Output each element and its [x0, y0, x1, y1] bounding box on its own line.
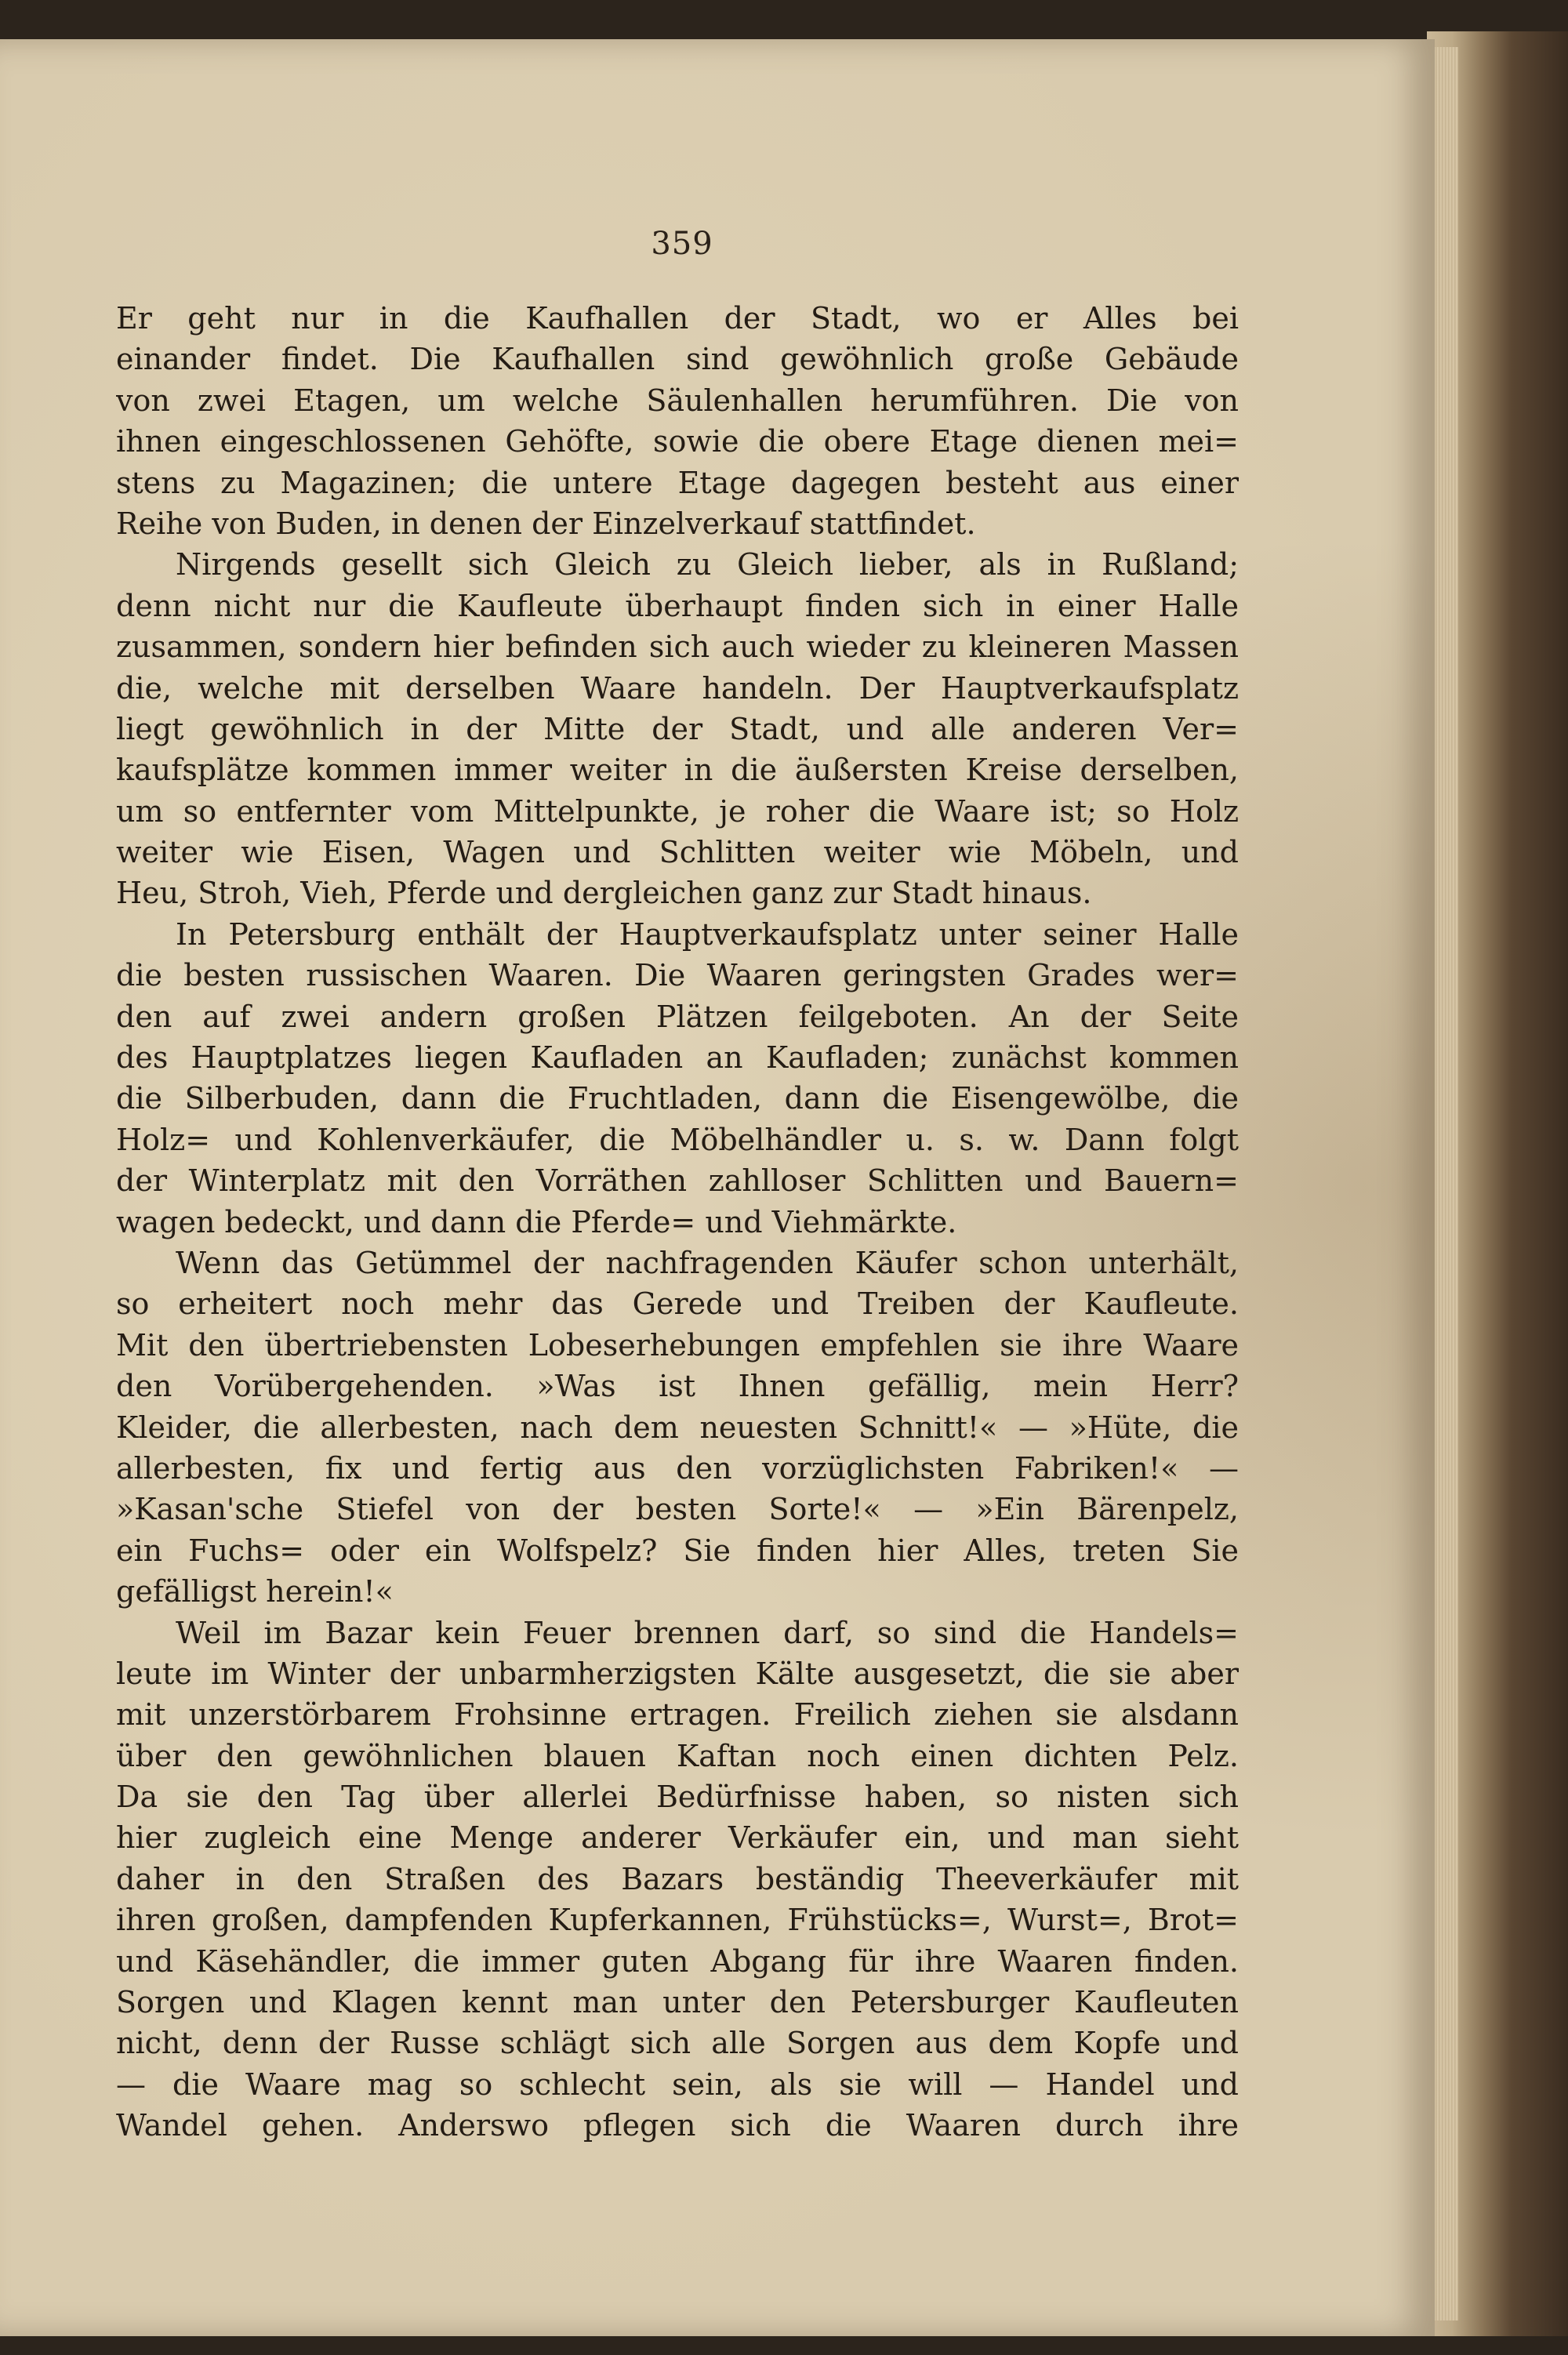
text-line: kaufsplätze kommen immer weiter in die äußersten Kreise derselben,	[116, 753, 1239, 788]
text-line: Nirgends gesellt sich Gleich zu Gleich lieber, als in Rußland;	[176, 547, 1239, 582]
text-line: leute im Winter der unbarmherzigsten Kälte ausgesetzt, die sie aber	[116, 1656, 1239, 1691]
text-line: Reihe von Buden, in denen der Einzelverkauf stattfindet.	[116, 506, 976, 541]
text-line: Heu, Stroh, Vieh, Pferde und dergleichen ganz zur Stadt hinaus.	[116, 876, 1092, 911]
text-line: ihren großen, dampfenden Kupferkannen, Frühstücks=, Wurst=, Brot=	[116, 1903, 1239, 1938]
text-line: denn nicht nur die Kaufleute überhaupt finden sich in einer Halle	[116, 588, 1239, 623]
text-line: die Silberbuden, dann die Fruchtladen, dann die Eisengewölbe, die	[116, 1081, 1239, 1116]
text-line: wagen bedeckt, und dann die Pferde= und Viehmärkte.	[116, 1204, 957, 1239]
text-line: Mit den übertriebensten Lobeserhebungen empfehlen sie ihre Waare	[116, 1327, 1239, 1363]
text-line: »Kasan'sche Stiefel von der besten Sorte!« — »Ein Bärenpelz,	[116, 1492, 1239, 1527]
text-line: Da sie den Tag über allerlei Bedürfnisse haben, so nisten sich	[116, 1780, 1239, 1815]
text-line: Er geht nur in die Kaufhallen der Stadt, wo er Alles bei	[116, 301, 1239, 336]
text-line: Sorgen und Klagen kennt man unter den Petersburger Kaufleuten	[116, 1985, 1239, 2020]
text-line: über den gewöhnlichen blauen Kaftan noch einen dichten Pelz.	[116, 1738, 1239, 1773]
text-line: allerbesten, fix und fertig aus den vorzüglichsten Fabriken!« —	[116, 1450, 1239, 1486]
text-line: die besten russischen Waaren. Die Waaren geringsten Grades wer=	[116, 958, 1239, 993]
text-line: und Käsehändler, die immer guten Abgang für ihre Waaren finden.	[116, 1943, 1239, 1979]
text-line: liegt gewöhnlich in der Mitte der Stadt, und alle anderen Ver=	[116, 711, 1239, 746]
text-line: der Winterplatz mit den Vorräthen zahlloser Schlitten und Bauern=	[116, 1163, 1239, 1199]
page-stack-edge	[1435, 47, 1458, 2321]
text-line: In Petersburg enthält der Hauptverkaufsplatz unter seiner Halle	[176, 916, 1239, 952]
text-line: — die Waare mag so schlecht sein, als sie will — Handel und	[116, 2067, 1239, 2102]
text-line: des Hauptplatzes liegen Kaufladen an Kaufladen; zunächst kommen	[116, 1040, 1239, 1076]
text-line: weiter wie Eisen, Wagen und Schlitten weiter wie Möbeln, und	[116, 835, 1239, 870]
text-line: um so entfernter vom Mittelpunkte, je roher die Waare ist; so Holz	[116, 793, 1239, 829]
text-line: Wandel gehen. Anderswo pflegen sich die Waaren durch ihre	[116, 2108, 1239, 2143]
text-line: stens zu Magazinen; die untere Etage dagegen besteht aus einer	[116, 465, 1239, 500]
body-text	[116, 298, 1239, 2146]
text-line: mit unzerstörbarem Frohsinne ertragen. Freilich ziehen sie alsdann	[116, 1697, 1239, 1733]
text-line: ein Fuchs= oder ein Wolfspelz? Sie finden hier Alles, treten Sie	[116, 1533, 1239, 1568]
text-line: so erheitert noch mehr das Gerede und Treiben der Kaufleute.	[116, 1286, 1239, 1322]
text-line: hier zugleich eine Menge anderer Verkäufer ein, und man sieht	[116, 1820, 1239, 1856]
text-line: Holz= und Kohlenverkäufer, die Möbelhändler u. s. w. Dann folgt	[116, 1122, 1239, 1157]
text-line: ihnen eingeschlossenen Gehöfte, sowie die obere Etage dienen mei=	[116, 424, 1239, 459]
text-line: gefälligst herein!«	[116, 1574, 394, 1609]
text-line: nicht, denn der Russe schlägt sich alle Sorgen aus dem Kopfe und	[116, 2026, 1239, 2061]
page-number: 359	[651, 226, 713, 262]
text-line: Weil im Bazar kein Feuer brennen darf, so sind die Handels=	[176, 1615, 1239, 1650]
text-line: einander findet. Die Kaufhallen sind gewöhnlich große Gebäude	[116, 342, 1239, 377]
text-line: Kleider, die allerbesten, nach dem neuesten Schnitt!« — »Hüte, die	[116, 1410, 1239, 1445]
text-line: von zwei Etagen, um welche Säulenhallen herumführen. Die von	[116, 383, 1239, 418]
text-line: zusammen, sondern hier befinden sich auch wieder zu kleineren Massen	[116, 630, 1239, 665]
text-line: daher in den Straßen des Bazars beständig Theeverkäufer mit	[116, 1861, 1239, 1896]
text-line: den auf zwei andern großen Plätzen feilgeboten. An der Seite	[116, 999, 1239, 1034]
page-sheet	[0, 39, 1435, 2336]
text-line: die, welche mit derselben Waare handeln. Der Hauptverkaufsplatz	[116, 670, 1239, 706]
text-line: Wenn das Getümmel der nachfragenden Käufer schon unterhält,	[176, 1245, 1239, 1280]
text-line: den Vorübergehenden. »Was ist Ihnen gefällig, mein Herr?	[116, 1369, 1239, 1404]
